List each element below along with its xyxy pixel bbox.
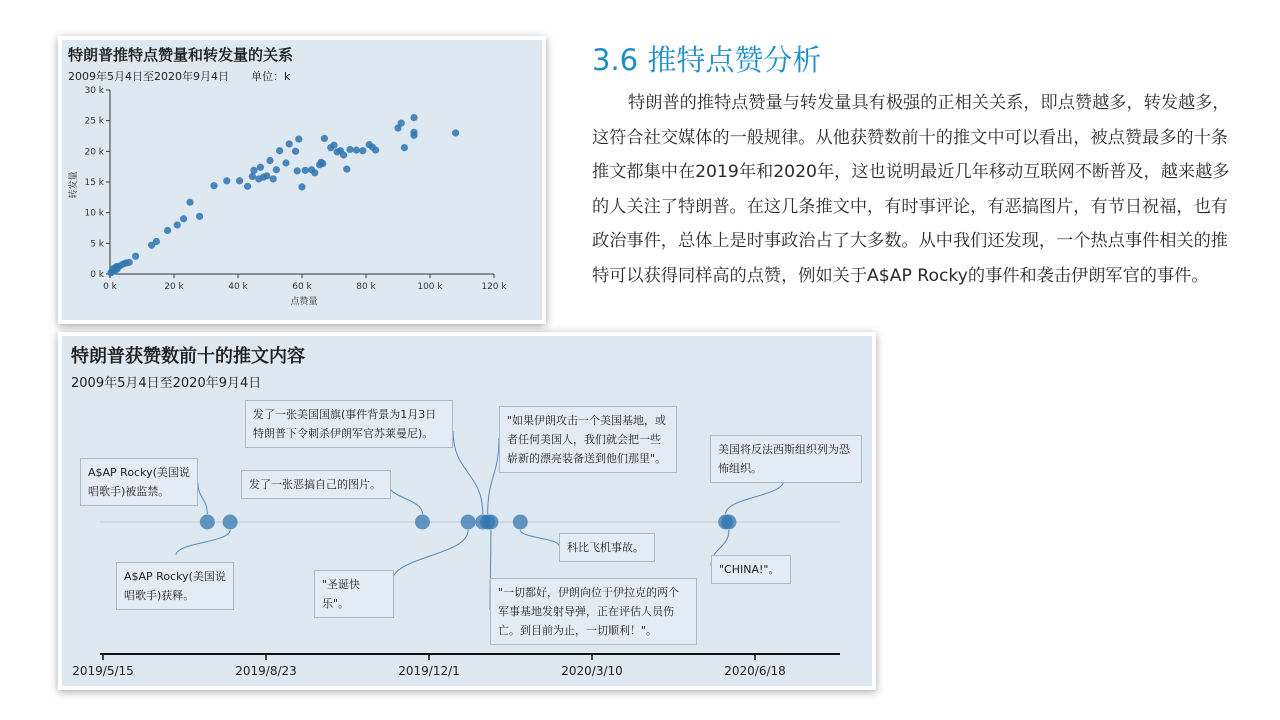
event-connector (176, 530, 230, 555)
event-label-antifa: 美国将反法西斯组织列为恐怖组织。 (710, 435, 862, 483)
scatter-point (126, 259, 133, 266)
scatter-point (286, 140, 293, 147)
date-tick-label: 2019/8/23 (235, 664, 297, 678)
y-tick-label: 20 k (84, 147, 104, 158)
event-connector (198, 483, 207, 514)
event-dot (223, 515, 238, 530)
event-label-china: "CHINA!"。 (711, 555, 791, 584)
scatter-point (164, 227, 171, 234)
scatter-chart-card (58, 36, 546, 324)
scatter-point (210, 182, 217, 189)
y-tick-label: 15 k (84, 178, 104, 188)
x-tick-label: 60 k (292, 282, 312, 292)
scatter-point (273, 166, 280, 173)
scatter-point (321, 135, 328, 142)
scatter-point (340, 151, 347, 158)
event-label-self-meme: 发了一张恶搞自己的图片。 (241, 470, 391, 499)
scatter-point (346, 146, 353, 153)
event-label-asap-released: A$AP Rocky(美国说唱歌手)获释。 (116, 562, 234, 610)
scatter-point (180, 215, 187, 222)
event-connector (726, 480, 784, 514)
event-label-all-is-well: "一切都好，伊朗向位于伊拉克的两个军事基地发射导弹，正在评估人员伤亡。到目前为止，一切顺利！"。 (490, 578, 697, 645)
scatter-point (319, 160, 326, 167)
x-tick-label: 120 k (481, 282, 507, 292)
scatter-point (359, 147, 366, 154)
scatter-point (276, 147, 283, 154)
section-title: 3.6 推特点赞分析 (592, 43, 822, 77)
timeline-chart-subtitle: 2009年5月4日至2020年9月4日 (71, 376, 262, 391)
scatter-point (236, 177, 243, 184)
scatter-point (372, 147, 379, 154)
timeline-plot (62, 336, 872, 686)
event-connector (453, 431, 483, 514)
y-tick-label: 30 k (84, 86, 104, 96)
scatter-point (452, 129, 459, 136)
x-tick-label: 0 k (103, 282, 117, 292)
event-connector (488, 438, 499, 514)
y-tick-label: 25 k (84, 116, 104, 127)
section-paragraph: 特朗普的推特点赞量与转发量具有极强的正相关关系，即点赞越多，转发越多，这符合社交媒体的一般规律。从他获赞数前十的推文中可以看出，被点赞最多的十条推文都集中在2019年和2020年，这也说明最近几年移动互联网不断普及，越来越多的人关注了特朗普。在这几条推文中，有时事评论，有恶搞图片，有节日祝福，也有政治事件，总体上是时事政治占了大多数。从中我们还发现，一个热点事件相关的推特可以获得同样高的点赞，例如关于A$AP Rocky的事件和袭击伊朗军官的事件。 (592, 93, 1230, 286)
scatter-point (302, 167, 309, 174)
scatter-point (353, 147, 360, 154)
x-tick-label: 40 k (228, 282, 248, 292)
scatter-point (401, 144, 408, 151)
scatter-point (196, 213, 203, 220)
scatter-point (343, 166, 350, 173)
y-axis-label: 转发量 (69, 171, 79, 199)
y-tick-label: 5 k (90, 239, 104, 250)
scatter-point (186, 199, 193, 206)
event-dot (200, 515, 215, 530)
event-connector (520, 530, 559, 546)
date-tick-label: 2020/6/18 (724, 664, 786, 678)
scatter-point (410, 129, 417, 136)
x-tick-label: 20 k (164, 282, 184, 292)
event-label-us-flag: 发了一张美国国旗(事件背景为1月3日特朗普下令刺杀伊朗军官苏莱曼尼)。 (245, 400, 453, 448)
event-label-iran-warning: "如果伊朗攻击一个美国基地，或者任何美国人，我们就会把一些崭新的漂亮装备送到他们那里"。 (499, 406, 677, 473)
event-dot (721, 515, 736, 530)
x-axis-label: 点赞量 (290, 297, 318, 307)
event-label-merry-christmas: "圣诞快乐"。 (314, 570, 394, 618)
scatter-point (294, 167, 301, 174)
scatter-point (330, 142, 337, 149)
scatter-point (270, 175, 277, 182)
scatter-point (250, 167, 257, 174)
event-connector (388, 483, 422, 514)
event-connector (392, 530, 468, 582)
event-label-kobe-crash: 科比飞机事故。 (559, 533, 655, 562)
scatter-point (174, 221, 181, 228)
scatter-point (223, 177, 230, 184)
scatter-point (295, 135, 302, 142)
scatter-point (298, 183, 305, 190)
scatter-point (249, 173, 256, 180)
event-dot (415, 515, 430, 530)
scatter-point (257, 164, 264, 171)
x-tick-label: 100 k (417, 282, 443, 292)
scatter-chart-title: 特朗普推特点赞量和转发量的关系 (68, 46, 294, 64)
event-label-asap-jailed: A$AP Rocky(美国说唱歌手)被监禁。 (80, 458, 198, 506)
scatter-point (153, 238, 160, 245)
date-tick-label: 2020/3/10 (561, 664, 623, 678)
y-tick-label: 10 k (84, 208, 104, 219)
timeline-chart-card (58, 332, 876, 690)
scatter-point (398, 120, 405, 127)
date-tick-label: 2019/12/1 (398, 664, 460, 678)
scatter-point (263, 172, 270, 179)
scatter-plot (62, 40, 542, 320)
event-dot (483, 515, 498, 530)
scatter-point (282, 159, 289, 166)
event-dot (461, 515, 476, 530)
scatter-point (132, 253, 139, 260)
timeline-chart-title: 特朗普获赞数前十的推文内容 (71, 346, 305, 367)
date-tick-label: 2019/5/15 (72, 664, 134, 678)
scatter-point (292, 148, 299, 155)
scatter-point (410, 114, 417, 121)
scatter-point (266, 157, 273, 164)
y-tick-label: 0 k (90, 270, 104, 280)
scatter-point (311, 169, 318, 176)
scatter-point (244, 183, 251, 190)
x-tick-label: 80 k (356, 282, 376, 292)
scatter-chart-subtitle: 2009年5月4日至2020年9月4日 单位：k (68, 70, 291, 83)
event-dot (513, 515, 528, 530)
